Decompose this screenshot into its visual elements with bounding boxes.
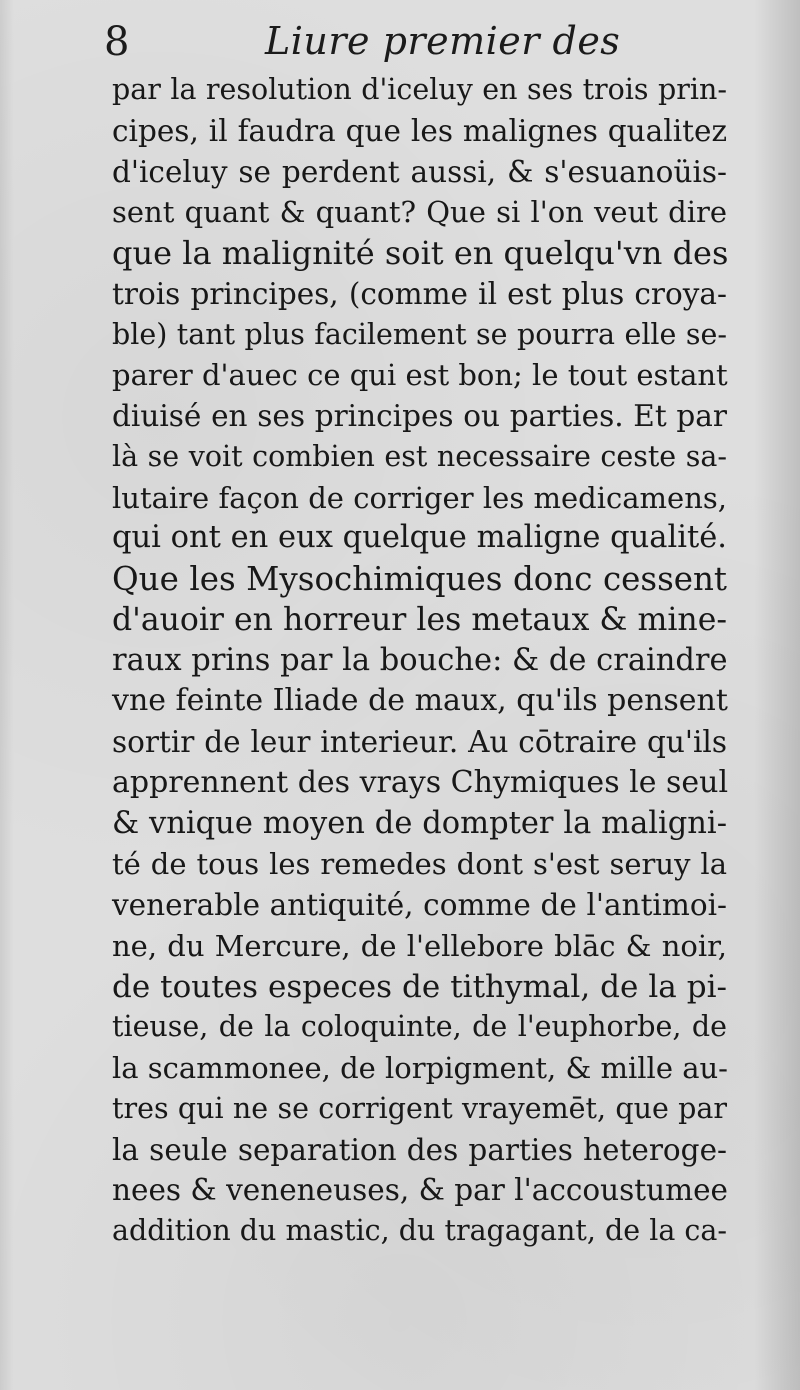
text-line: raux prins par la bouche: & de craindre	[112, 642, 728, 678]
text-line: tres qui ne se corrigent vrayemēt, que par	[112, 1091, 727, 1125]
text-line: d'auoir en horreur les metaux & mine-	[112, 601, 727, 638]
page-gutter-shadow	[754, 0, 800, 1390]
text-line: & vnique moyen de dompter la maligni-	[112, 805, 727, 841]
text-line: apprennent des vrays Chymiques le seul	[112, 764, 729, 800]
text-line: nees & veneneuses, & par l'accoustumee	[112, 1173, 728, 1208]
text-line: sortir de leur interieur. Au cōtraire qu'ils	[112, 725, 727, 759]
text-line: d'iceluy se perdent aussi, & s'esuanoüis-	[112, 154, 727, 189]
page-number: 8	[104, 19, 130, 65]
body-text	[112, 70, 727, 1252]
text-line: que la malignité soit en quelqu'vn des	[112, 234, 729, 272]
text-line: vne feinte Iliade de maux, qu'ils pensent	[112, 683, 728, 719]
text-line: diuisé en ses principes ou parties. Et par	[112, 399, 727, 433]
text-line: ble) tant plus facilement se pourra elle se-	[112, 317, 727, 351]
text-line: la scammonee, de lorpigment, & mille au-	[112, 1051, 728, 1085]
text-line: par la resolution d'iceluy en ses trois prin-	[112, 73, 727, 106]
text-line: venerable antiquité, comme de l'antimoi-	[112, 888, 727, 922]
text-line: addition du mastic, du tragagant, de la ca-	[112, 1214, 727, 1247]
text-line: sent quant & quant? Que si l'on veut dire	[112, 195, 727, 230]
running-head: Liure premier des	[265, 19, 621, 63]
text-line: tieuse, de la coloquinte, de l'euphorbe, de	[112, 1010, 727, 1044]
text-line: trois principes, (comme il est plus croya-	[112, 276, 727, 311]
text-line: la seule separation des parties heteroge-	[112, 1132, 727, 1167]
text-line: cipes, il faudra que les malignes qualitez	[112, 113, 727, 148]
text-line: lutaire façon de corriger les medicamens,	[112, 480, 727, 515]
text-line: ne, du Mercure, de l'ellebore blāc & noir,	[112, 928, 727, 963]
text-line: qui ont en eux quelque maligne qualité.	[112, 520, 727, 556]
page-left-edge-shadow	[0, 0, 14, 1390]
text-line: parer d'auec ce qui est bon; le tout estant	[112, 358, 728, 393]
text-line: Que les Mysochimiques donc cessent	[112, 560, 727, 598]
text-line: té de tous les remedes dont s'est seruy la	[112, 847, 727, 882]
text-line: là se voit combien est necessaire ceste sa-	[112, 439, 727, 473]
text-line: de toutes especes de tithymal, de la pi-	[112, 968, 727, 1005]
